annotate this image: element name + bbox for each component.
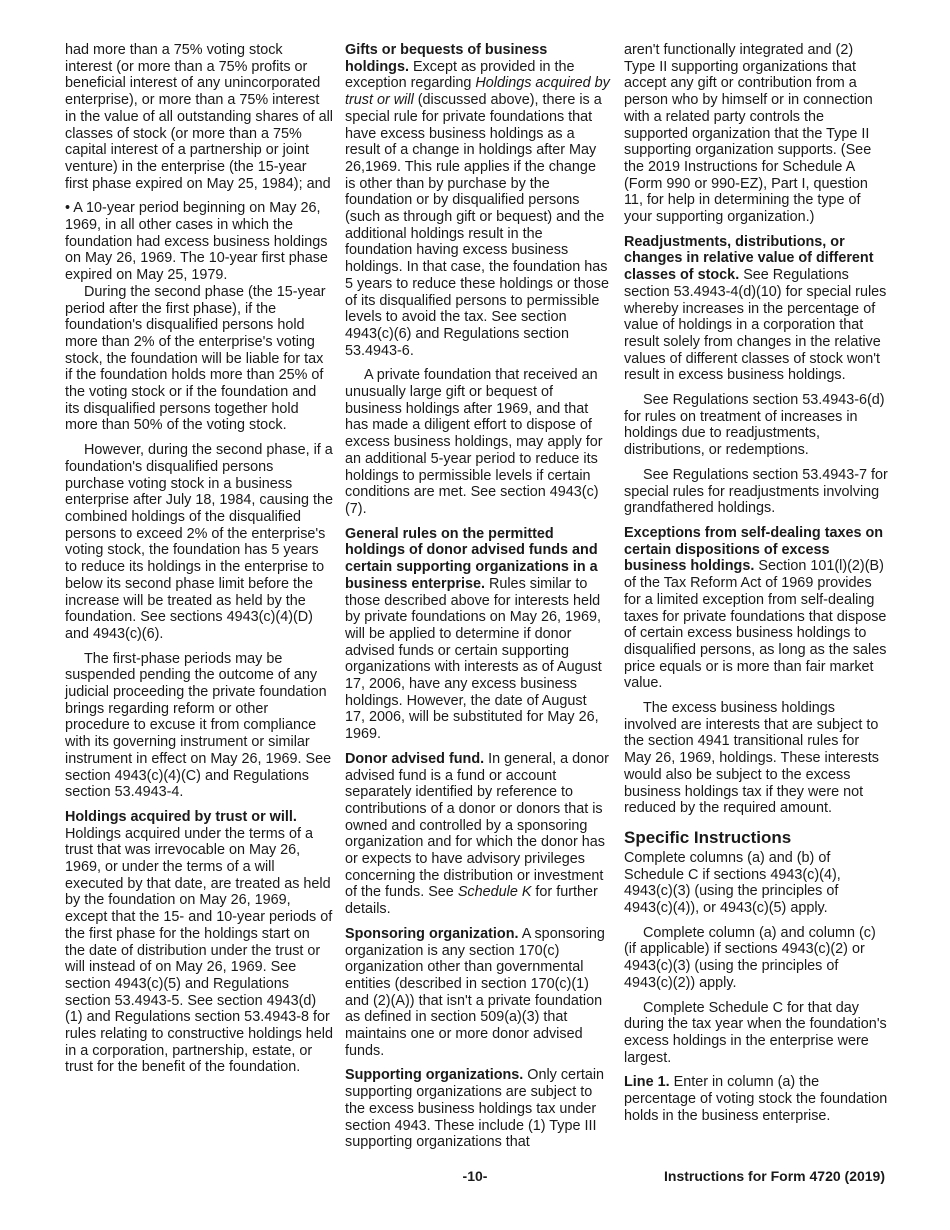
heading-general-rules: General rules on the permitted holdings of donor advised funds and certain supporting organizations in a business enterprise. (345, 525, 598, 592)
bullet-item-10-year (65, 200, 333, 284)
paragraph-first-phase-cont: had more than a 75% voting stock interest (or more than a 75% profits or beneficial interest of any unincorporated enterprise), or more than a 75% interest in the value of all outstanding shares of all classes of stock (or more than a 75% capital interest of a partnership or joint venture) in the enterprise (the 15-year first phase expired on May 25, 1984); and (65, 42, 333, 192)
paragraph-supporting-cont: aren't functionally integrated and (2) Type II supporting organizations that accept any gift or contribution from a person who by himself or in connection with a related party controls the supported organization that the Type II supporting organization supports. (See the 2019 Instructions for Schedule A (Form 990 or 990-EZ), Part I, question 11, for help in determining the type of your supporting organization.) (624, 42, 873, 226)
heading-readjustments: Readjustments, distributions, or changes in relative value of different classes of stock. (624, 233, 874, 284)
section-readjustments (624, 234, 888, 384)
text-gifts-b: (discussed above), there is a special rule for private foundations that have excess business holdings as a result of a change in holdings after May 26,1969. This rule applies if the change is other than by purchase by the foundation or by disqualified persons (such as through gift or bequest) and the additional holdings result in the foundation having excess business holdings. In that case, the foundation has 5 years to reduce these holdings or those of its disqualified persons to permissible levels to avoid the tax. See section 4943(c)(6) and Regulations section 53.4943-6. (345, 92, 609, 359)
text-line-1: Enter in column (a) the percentage of voting stock the foundation holds in the business enterprise. (624, 1074, 888, 1124)
heading-donor-advised-fund: Donor advised fund. (345, 750, 485, 767)
column-2 (345, 42, 610, 1159)
section-gifts-bequests (345, 42, 610, 359)
paragraph-see-regulations-6d: See Regulations section 53.4943-6(d) for rules on treatment of increases in holdings due to readjustments, distributions, or redemptions. (624, 392, 885, 459)
paragraph-see-regulations-7: See Regulations section 53.4943-7 for special rules for readjustments involving grandfathered holdings. (624, 466, 888, 517)
heading-line-1: Line 1. (624, 1074, 670, 1091)
text-daf-b: for further details. (345, 884, 598, 918)
heading-gifts-bequests: Gifts or bequests of business holdings. (345, 42, 548, 75)
column-1 (65, 42, 333, 1084)
paragraph-suspended: The first-phase periods may be suspended pending the outcome of any judicial proceeding the private foundation brings regarding reform or other procedure to excuse it from compliance with its governing instrument or similar instrument in effect on May 26, 1969. See section 4943(c)(4)(C) and Regulations section 53.4943-4. (65, 650, 332, 801)
section-donor-advised-fund (345, 751, 610, 918)
text-gifts-a: Except as provided in the exception regarding (345, 58, 575, 92)
text-gifts-italic: Holdings acquired by trust or will (345, 75, 610, 109)
column-3 (624, 42, 888, 1132)
paragraph-second-phase-purchase: However, during the second phase, if a foundation's disqualified persons purchase voting stock in a business enterprise after July 18, 1984, causing the combined holdings of the disqualified persons to exceed 2% of the enterprise's voting stock, the foundation has 5 years to reduce its holdings in the enterprise to below its second phase limit before the increase will be treated as held by the foundation. See sections 4943(c)(4)(D) and 4943(c)(6). (65, 442, 333, 642)
footer-title: Instructions for Form 4720 (2019) (664, 1168, 885, 1184)
section-line-1 (624, 1074, 888, 1124)
section-holdings-trust-will (65, 809, 333, 1076)
bullet-text: A 10-year period beginning on May 26, 1969, in all other cases in which the foundation had excess business holdings on May 26, 1969. The 10-year first phase expired on May 25, 1979. (65, 200, 328, 284)
section-supporting-organizations (345, 1067, 610, 1151)
text-supporting-organizations: Only certain supporting organizations are subject to the excess business holdings tax under section 4943. These include (1) Type III supporting organizations that (345, 1067, 605, 1151)
heading-specific-instructions: Specific Instructions (624, 827, 792, 847)
section-sponsoring-organization (345, 926, 610, 1060)
heading-holdings-trust-will: Holdings acquired by trust or will. (65, 808, 297, 825)
text-general-rules: Rules similar to those described above for interests held by private foundations on May 26, 1969, will be applied to determine if donor advised funds or certain supporting organizations with interests as of August 17, 2006, have any excess business holdings. However, the date of August 17, 2006, will be substituted for May 26, 1969. (345, 575, 602, 743)
section-self-dealing-exceptions (624, 525, 888, 692)
text-holdings-trust-will: Holdings acquired under the terms of a trust that was irrevocable on May 26, 1969, or under the terms of a will executed by that date, are treated as held by the foundation on May 26, 1969, except that the 15- and 10-year periods of the first phase for the holdings start on the date of distribution under the trust or will instead of on May 26, 1969. See section 4943(c)(5) and Regulations section 53.4943-5. See section 4943(d)(1) and Regulations section 53.4943-8 for rules relating to constructive holdings held in a corporation, partnership, estate, or trust for the benefit of the foundation. (65, 825, 333, 1076)
paragraph-excess-holdings: The excess business holdings involved are interests that are subject to the section 4941 transitional rules for May 26, 1969, holdings. These interests would also be subject to the excess business holdings tax if they were not reduced by the required amount. (624, 700, 879, 817)
heading-sponsoring-organization: Sponsoring organization. (345, 925, 519, 942)
text-daf-a: In general, a donor advised fund is a fund or account separately identified by reference to contributions of a donor or donors that is owned and controlled by a sponsoring organization and for which the donor has or expects to have advisory privileges concerning the distribution or investment of the funds. See (345, 750, 609, 901)
page-number: -10- (462, 1168, 488, 1184)
paragraph-second-phase: During the second phase (the 15-year period after the first phase), if the foundation's disqualified persons hold more than 2% of the enterprise's voting stock, the foundation will be liable for tax if the foundation holds more than 25% of the voting stock or if the foundation and its disqualified persons together hold more than 50% of the voting stock. (65, 283, 326, 434)
paragraph-large-gift: A private foundation that received an unusually large gift or bequest of business holdings after 1969, and that has made a diligent effort to dispose of excess business holdings, may apply for an additional 5-year period to reduce its holdings to permissible levels if certain conditions are met. See section 4943(c)(7). (345, 367, 603, 517)
heading-self-dealing-exceptions: Exceptions from self-dealing taxes on certain dispositions of excess business holdings. (624, 524, 884, 575)
paragraph-columns-a-c: Complete column (a) and column (c) (if applicable) if sections 4943(c)(2) or 4943(c)(3) (using the principles of 4943(c)(2)) apply. (624, 924, 876, 991)
bullet-icon: • (65, 200, 71, 217)
text-daf-italic: Schedule K (457, 884, 532, 901)
text-readjustments: See Regulations section 53.4943-4(d)(10) for special rules whereby increases in the percentage of value of holdings in a corporation that result solely from changes in the relative values of different classes of stock won't result in excess business holdings. (624, 267, 887, 384)
paragraph-complete-schedule-c: Complete Schedule C for that day during the tax year when the foundation's excess holdings in the enterprise were largest. (624, 999, 887, 1066)
text-self-dealing-exceptions: Section 101(l)(2)(B) of the Tax Reform Act of 1969 provides for a limited exception from self-dealing taxes for private foundations that dispose of certain excess business holdings to disqualified persons, as long as the sales price equals or is more than fair market value. (624, 558, 887, 692)
text-sponsoring-organization: A sponsoring organization is any section 170(c) organization other than governmental entities (described in section 170(c)(1) and (2)(A)) that isn't a private foundation as defined in section 509(a)(3) that maintains one or more donor advised funds. (345, 925, 605, 1059)
section-general-rules (345, 526, 610, 743)
paragraph-columns-a-b: Complete columns (a) and (b) of Schedule C if sections 4943(c)(4), 4943(c)(3) (using the principles of 4943(c)(4)), or 4943(c)(5) apply. (624, 849, 841, 917)
heading-supporting-organizations: Supporting organizations. (345, 1067, 524, 1084)
